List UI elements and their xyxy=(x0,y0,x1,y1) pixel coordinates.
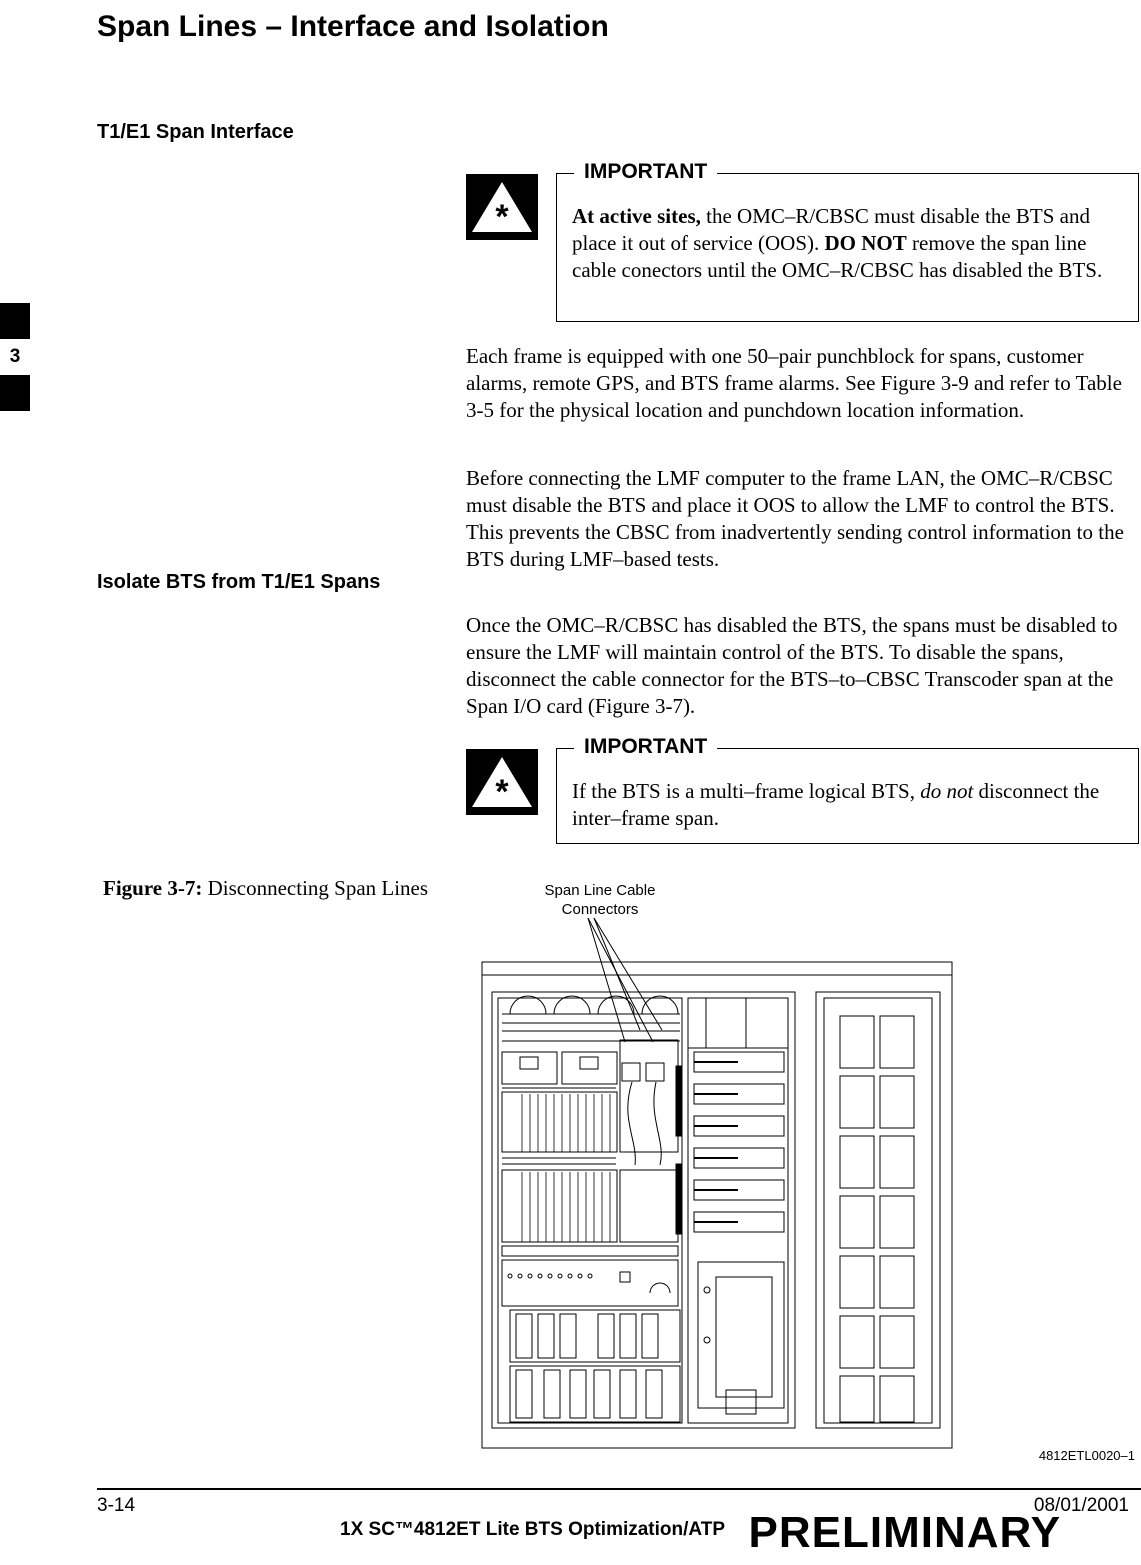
footer-page-number: 3-14 xyxy=(97,1495,136,1516)
important-notice-text: At active sites, the OMC–R/CBSC must disable the BTS and place it out of service (OOS). DO NOT remove the span line cable conectors until the OMC–R/CBSC has disabled the BTS. xyxy=(572,204,1103,282)
footer-rule xyxy=(97,1488,1141,1490)
svg-text:*: * xyxy=(495,773,509,811)
section-heading-isolate: Isolate BTS from T1/E1 Spans xyxy=(97,571,381,593)
page-header-title: Span Lines – Interface and Isolation xyxy=(97,10,609,43)
paragraph-disable-spans: Once the OMC–R/CBSC has disabled the BTS, the spans must be disabled to ensure the LMF will maintain control of the BTS. To disable the spans, disconnect the cable connector for the BTS–to–CBSC Transcoder span at the Span I/O card (Figure 3-7). xyxy=(466,613,1118,718)
paragraph-lmf-connect: Before connecting the LMF computer to the frame LAN, the OMC–R/CBSC must disable the BTS and place it OOS to allow the LMF to control the BTS. This prevents the CBSC from inadvertently sending control information to the BTS during LMF–based tests. xyxy=(466,466,1124,571)
important-notice-text: If the BTS is a multi–frame logical BTS, do not disconnect the inter–frame span. xyxy=(572,779,1100,830)
paragraph-punchblock: Each frame is equipped with one 50–pair punchblock for spans, customer alarms, remote GPS, and BTS frame alarms. See Figure 3-9 and refer to Table 3-5 for the physical location and punchdown location information. xyxy=(466,344,1122,422)
chapter-tab-number: 3 xyxy=(9,346,21,367)
footer-date: 08/01/2001 xyxy=(1033,1495,1129,1516)
important-label: IMPORTANT xyxy=(574,160,717,184)
footer-preliminary-stamp: PRELIMINARY xyxy=(748,1508,1061,1557)
important-label: IMPORTANT xyxy=(574,735,717,759)
drawing-id: 4812ETL0020–1 xyxy=(1038,1448,1135,1463)
svg-text:*: * xyxy=(495,198,509,236)
figure-frame-drawing xyxy=(470,880,1141,1465)
figure-caption: Figure 3-7: Disconnecting Span Lines xyxy=(103,876,429,900)
chapter-tab-bottom xyxy=(0,375,30,411)
important-star-icon xyxy=(466,174,538,240)
section-heading-span-interface: T1/E1 Span Interface xyxy=(97,121,294,143)
chapter-tab-top xyxy=(0,303,30,339)
bts-frame-diagram xyxy=(470,880,1141,1465)
callout-span-line-connectors: Span Line Cable Connectors xyxy=(544,882,656,918)
footer-document-title: 1X SC™4812ET Lite BTS Optimization/ATP xyxy=(340,1519,725,1540)
important-star-icon xyxy=(466,749,538,815)
